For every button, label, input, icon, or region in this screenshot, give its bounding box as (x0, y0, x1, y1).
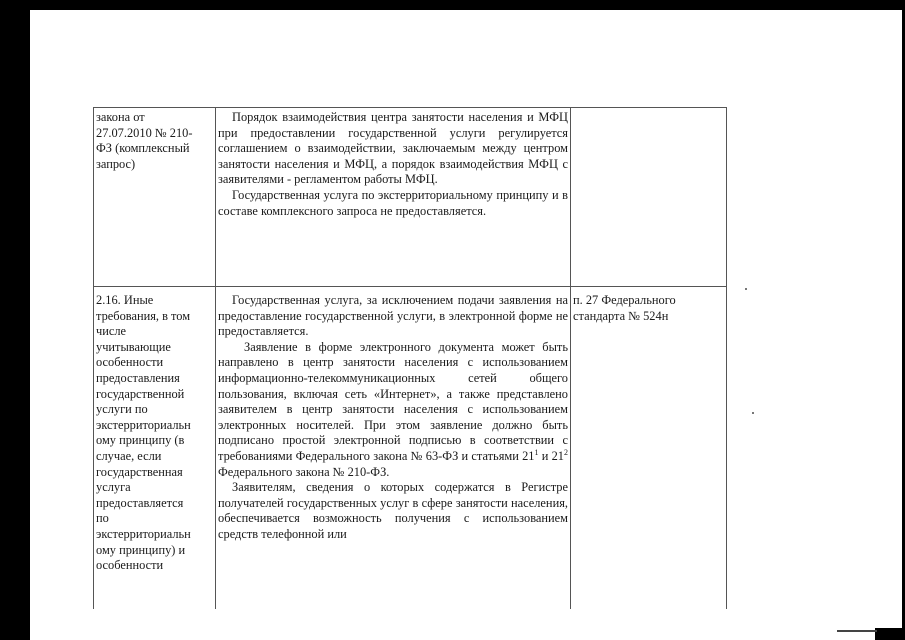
row1-description-cell (216, 108, 571, 287)
row2-paragraph-2 (218, 340, 568, 480)
row2-col1-line: 2.16. Иные (96, 293, 154, 307)
row1-reference-cell (571, 108, 727, 287)
scan-edge-bottom-paper (30, 628, 875, 640)
scan-speck (745, 288, 747, 290)
row2-requirement-cell (94, 287, 216, 610)
row1-col1-line: запрос) (96, 156, 136, 171)
row2-col1-line: ому принципу (в (96, 433, 185, 448)
row2-col1-line: экстерриториальн (96, 526, 191, 541)
row2-paragraph-1: Государственная услуга, за исключением подачи заявления на предоставление государственной услуги, в электронной форме не предоставляется. (218, 293, 568, 339)
row2-paragraph-3: Заявителям, сведения о которых содержатся в Регистре получателей государственных услуг в сфере занятости населения, обеспечивается возможность получения с использованием средств телефонной или (218, 480, 568, 541)
row2-col1-line: государственной (96, 386, 185, 401)
scan-speck (837, 630, 877, 632)
row2-description-cell (216, 287, 571, 610)
row2-p2-sup-1: 1 (534, 447, 539, 457)
row1-col1-line: ФЗ (комплексный (96, 141, 190, 156)
row2-reference-line: стандарта № 524н (573, 308, 669, 323)
row2-reference-line: п. 27 Федерального (573, 293, 676, 307)
row2-col1-line: учитывающие (96, 339, 171, 354)
row2-col1-line: случае, если (96, 448, 162, 463)
row2-col1-line: особенности (96, 355, 164, 370)
row1-requirement-cell (94, 108, 216, 287)
row1-paragraph-2: Государственная услуга по экстерриториальному принципу и в составе комплексного запроса не предоставляется. (218, 187, 568, 218)
row2-col1-line: числе (96, 324, 127, 339)
row2-col1-line: требования, в том (96, 308, 191, 323)
row1-col1-line: 27.07.2010 № 210- (96, 125, 193, 140)
row2-p2-sup-2: 2 (564, 447, 568, 457)
table-row (94, 108, 727, 287)
row2-p2-text-a: Заявление в форме электронного документа может быть направлено в центр занятости населения с использованием информационно-телекоммуникационных сетей общего пользования, включая сеть «Интернет», а также представлено заявителем в центр занятости населения с использованием электронных носителей. При этом заявление должно быть подписано простой электронной подписью в соответствии с требованиями Федерального закона № 63-ФЗ и статьями 21 (218, 339, 568, 463)
row2-col1-line: услуга (96, 480, 131, 495)
row2-p2-text-b: и 21 (538, 448, 564, 463)
row2-p2-text-c: Федерального закона № 210-ФЗ. (218, 464, 390, 479)
table-row (94, 287, 727, 610)
row2-col1-line: ому принципу) и (96, 542, 186, 557)
row2-col1-line: услуги по (96, 402, 148, 417)
row1-paragraph-1: Порядок взаимодействия центра занятости населения и МФЦ при предоставлении государственной услуги регулируется соглашением о взаимодействии, заключаемым между центром занятости населения и МФЦ, а порядок взаимодействия МФЦ с заявителями - регламентом работы МФЦ. (218, 110, 568, 187)
row2-col1-line: особенности (96, 558, 164, 573)
row2-col1-line: предоставления (96, 370, 180, 385)
requirements-table (93, 107, 727, 609)
row2-col1-line: по (96, 511, 109, 526)
scan-edge-left (0, 0, 30, 628)
row2-col1-line: экстерриториальн (96, 417, 191, 432)
row2-col1-line: государственная (96, 464, 183, 479)
scan-speck (752, 412, 754, 414)
row2-col1-line: предоставляется (96, 495, 184, 510)
row1-col1-line: закона от (96, 110, 145, 124)
row2-reference-cell (571, 287, 727, 610)
document-page (30, 10, 902, 628)
scan-edge-top (0, 0, 905, 10)
